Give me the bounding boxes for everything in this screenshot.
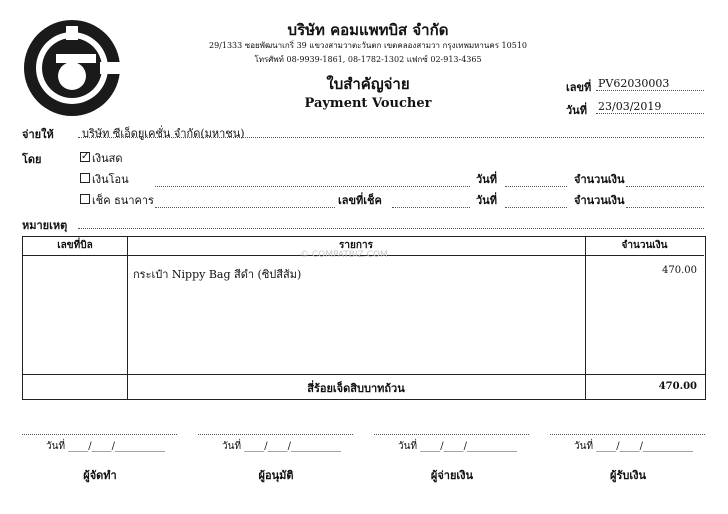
payer-role: ผู้จ่ายเงิน xyxy=(430,469,474,482)
cash-checkbox[interactable]: ✓ xyxy=(81,151,90,162)
company-name: บริษัท คอมแพทบิส จำกัด xyxy=(287,21,449,39)
cheque-amount-label: จำนวนเงิน xyxy=(574,194,625,207)
cheque-date-line xyxy=(505,193,567,208)
transfer-date-label: วันที่ xyxy=(476,173,497,186)
row-item-description: กระเป๋า Nippy Bag สีดำ (ซิปสีส้ม) xyxy=(133,268,302,281)
remark-label: หมายเหตุ xyxy=(22,219,68,232)
total-row xyxy=(23,374,705,399)
payment-method-label: โดย xyxy=(22,153,42,166)
voucher-date-label: วันที่ xyxy=(566,104,587,117)
watermark: © COMPATBIZ.COM xyxy=(300,250,388,260)
company-address: 29/1333 ซอยพัฒนาเกริ่ 39 แขวงสามวาตะวันตก เขตคลองสามวา กรุงเทพมหานคร 10510 xyxy=(208,41,527,50)
remark-line xyxy=(78,214,704,229)
approver-role: ผู้อนุมัติ xyxy=(258,469,294,482)
company-logo xyxy=(22,18,122,118)
payer-date: วันที่ ____/____/__________ xyxy=(398,441,517,452)
document-title-thai: ใบสำคัญจ่าย xyxy=(326,75,410,93)
row-amount: 470.00 xyxy=(662,265,697,276)
transfer-amount-line xyxy=(626,172,704,187)
document-title-english: Payment Voucher xyxy=(304,96,432,111)
total-in-words: สี่ร้อยเจ็ดสิบบาทถ้วน xyxy=(307,382,405,395)
transfer-date-line xyxy=(505,172,567,187)
signature-line-approver xyxy=(198,422,353,435)
payee-label: จ่ายให้ xyxy=(22,128,54,141)
company-contact: โทรศัพท์ 08-9939-1861, 08-1782-1302 แฟกซ์ 02-913-4365 xyxy=(254,55,482,64)
signature-line-receiver xyxy=(550,422,705,435)
cheque-bank-line xyxy=(155,193,335,208)
total-amount: 470.00 xyxy=(658,381,697,392)
voucher-number: PV62030003 xyxy=(598,77,670,90)
receiver-date: วันที่ ____/____/__________ xyxy=(574,441,693,452)
transfer-amount-label: จำนวนเงิน xyxy=(574,173,625,186)
voucher-date: 23/03/2019 xyxy=(598,100,662,113)
receiver-role: ผู้รับเงิน xyxy=(610,469,646,482)
cheque-amount-line xyxy=(626,193,704,208)
bill-number-header: เลขที่บิล xyxy=(23,237,127,256)
transfer-label: เงินโอน xyxy=(92,173,129,186)
cheque-date-label: วันที่ xyxy=(476,194,497,207)
signature-line-preparer xyxy=(22,422,177,435)
transfer-checkbox[interactable] xyxy=(80,173,90,183)
cheque-number-label: เลขที่เช็ค xyxy=(338,194,382,207)
cheque-number-line xyxy=(392,193,470,208)
item-header: รายการ xyxy=(127,237,585,256)
amount-header: จำนวนเงิน xyxy=(585,237,704,256)
approver-date: วันที่ ____/____/__________ xyxy=(222,441,341,452)
payee-value: บริษัท ซีเอ็ดยูเคชั่น จำกัด(มหาชน) xyxy=(82,127,245,140)
cheque-label: เช็ค ธนาคาร xyxy=(92,194,154,207)
voucher-number-label: เลขที่ xyxy=(566,81,592,94)
items-table xyxy=(22,236,706,400)
signature-line-payer xyxy=(374,422,529,435)
transfer-line xyxy=(155,172,470,187)
preparer-role: ผู้จัดทำ xyxy=(83,469,117,482)
cheque-checkbox[interactable] xyxy=(80,194,90,204)
cash-label: เงินสด xyxy=(92,152,123,165)
preparer-date: วันที่ ____/____/__________ xyxy=(46,441,165,452)
